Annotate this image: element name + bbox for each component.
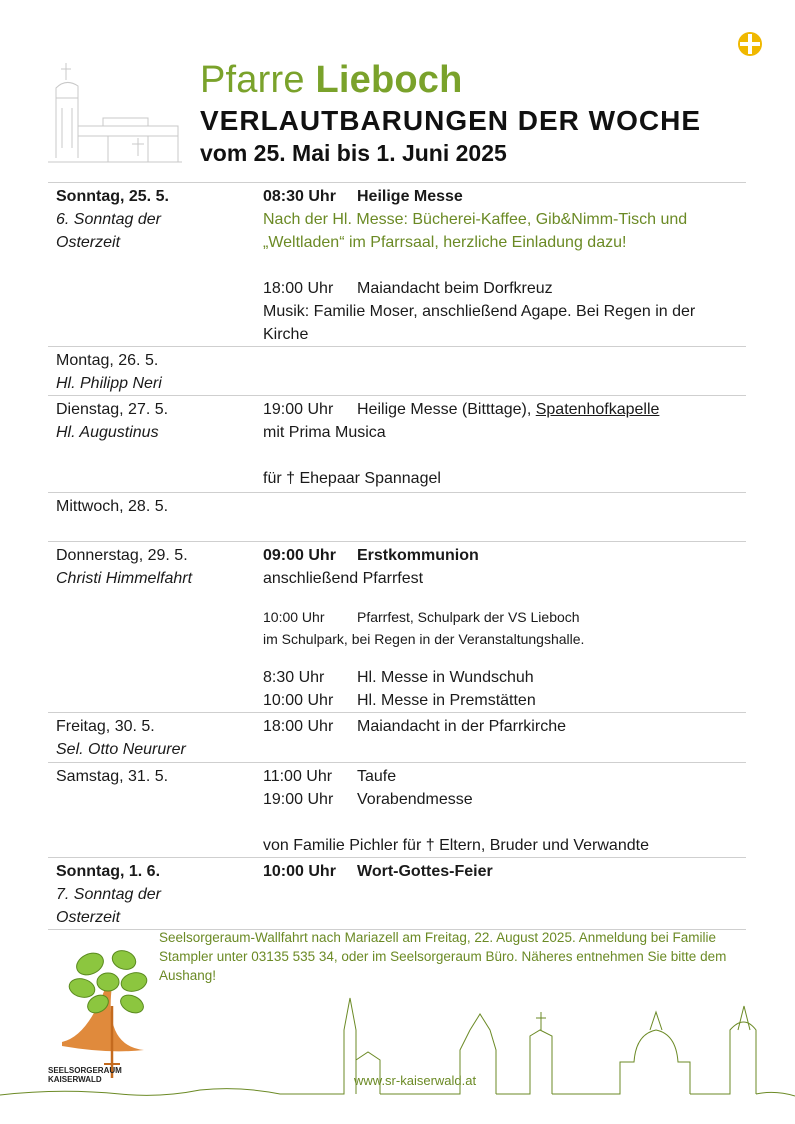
event-note: Kirche — [263, 326, 309, 343]
day-date: Dienstag, 27. 5. — [56, 401, 169, 418]
event-time: 19:00 Uhr — [263, 401, 334, 418]
event-title: Maiandacht in der Pfarrkirche — [357, 718, 566, 735]
event-note: im Schulpark, bei Regen in der Veranstaltungshalle. — [263, 631, 585, 647]
page-heading: VERLAUTBARUNGEN DER WOCHE — [200, 105, 701, 136]
event-time: 8:30 Uhr — [263, 669, 325, 686]
event-title: Heilige Messe — [357, 188, 463, 205]
event — [263, 544, 746, 567]
pilgrimage-announcement: Seelsorgeraum-Wallfahrt nach Mariazell am Freitag, 22. August 2025. Anmeldung bei Familie Stampler unter 03135 535 34, oder im Seelsorgeraum Büro. Näheres entnehmen Sie bitte dem Aushang! — [159, 930, 727, 983]
day-date: Sonntag, 25. 5. — [56, 188, 169, 205]
event-time: 10:00 Uhr — [263, 863, 336, 880]
day-date: Freitag, 30. 5. — [56, 718, 155, 735]
event — [263, 689, 746, 712]
event-title: Pfarrfest, Schulpark der VS Lieboch — [357, 609, 580, 625]
event — [263, 398, 746, 421]
page-header — [200, 58, 701, 168]
parish-title-prefix: Pfarre — [200, 59, 316, 101]
event-title: Hl. Messe in Wundschuh — [357, 669, 534, 686]
event — [263, 860, 746, 883]
day-feast: 7. Sonntag der — [56, 886, 161, 903]
event-time: 09:00 Uhr — [263, 547, 336, 564]
skyline-outline-image — [0, 990, 795, 1110]
event-time: 19:00 Uhr — [263, 791, 334, 808]
event — [263, 185, 746, 208]
day-feast: Osterzeit — [56, 234, 121, 251]
day-feast: Hl. Philipp Neri — [56, 375, 162, 392]
day-feast: Sel. Otto Neururer — [56, 741, 186, 758]
event-note: „Weltladen“ im Pfarrsaal, herzliche Einladung dazu! — [263, 234, 627, 251]
day-row-tuesday — [48, 396, 746, 493]
date-range: vom 25. Mai bis 1. Juni 2025 — [200, 140, 507, 166]
parish-title-name: Lieboch — [315, 59, 463, 101]
diocese-logo-icon — [737, 31, 763, 57]
logo-line: KAISERWALD — [48, 1075, 102, 1084]
day-feast: Christi Himmelfahrt — [56, 570, 193, 587]
day-row-sunday-25 — [48, 183, 746, 347]
day-date: Sonntag, 1. 6. — [56, 863, 161, 880]
day-row-friday — [48, 713, 746, 763]
event — [263, 715, 746, 738]
event-note: mit Prima Musica — [263, 424, 386, 441]
event — [263, 788, 746, 811]
day-date: Donnerstag, 29. 5. — [56, 547, 188, 564]
day-row-saturday — [48, 763, 746, 858]
event-time: 11:00 Uhr — [263, 768, 333, 785]
event-title: Maiandacht beim Dorfkreuz — [357, 280, 553, 297]
schedule-table — [48, 182, 746, 930]
day-date: Mittwoch, 28. 5. — [56, 498, 169, 515]
day-feast: 6. Sonntag der — [56, 211, 161, 228]
event-title: Heilige Messe (Bitttage), — [357, 401, 536, 418]
event — [263, 277, 746, 300]
event-time: 18:00 Uhr — [263, 280, 334, 297]
event-time: 10:00 Uhr — [263, 609, 325, 625]
parish-title — [200, 58, 701, 102]
day-row-sunday-1 — [48, 858, 746, 930]
event-title: Wort-Gottes-Feier — [357, 863, 493, 880]
event-title: Hl. Messe in Premstätten — [357, 692, 536, 709]
event-title: Vorabendmesse — [357, 791, 473, 808]
day-date: Samstag, 31. 5. — [56, 768, 169, 785]
event-note: anschließend Pfarrfest — [263, 570, 424, 587]
event-time: 10:00 Uhr — [263, 692, 334, 709]
mass-intention: von Familie Pichler für † Eltern, Bruder und Verwandte — [263, 837, 649, 854]
event-time: 18:00 Uhr — [263, 718, 334, 735]
event — [263, 606, 746, 628]
event-note: Musik: Familie Moser, anschließend Agape. Bei Regen in der — [263, 303, 696, 320]
website-link[interactable]: www.sr-kaiserwald.at — [354, 1073, 477, 1088]
event-time: 08:30 Uhr — [263, 188, 336, 205]
day-row-monday — [48, 347, 746, 396]
event-title: Erstkommunion — [357, 547, 479, 564]
logo-line: SEELSORGERAUM — [48, 1066, 122, 1075]
day-row-wednesday — [48, 493, 746, 542]
day-feast: Osterzeit — [56, 909, 121, 926]
day-feast: Hl. Augustinus — [56, 424, 159, 441]
event-note: Nach der Hl. Messe: Bücherei-Kaffee, Gib&Nimm-Tisch und — [263, 211, 688, 228]
event — [263, 765, 746, 788]
event — [263, 666, 746, 689]
mass-intention: für † Ehepaar Spannagel — [263, 470, 441, 487]
event-place-link[interactable]: Spatenhofkapelle — [535, 401, 660, 418]
day-date: Montag, 26. 5. — [56, 352, 159, 369]
church-sketch-image — [48, 58, 182, 166]
day-row-thursday — [48, 542, 746, 713]
event-title: Taufe — [357, 768, 397, 785]
